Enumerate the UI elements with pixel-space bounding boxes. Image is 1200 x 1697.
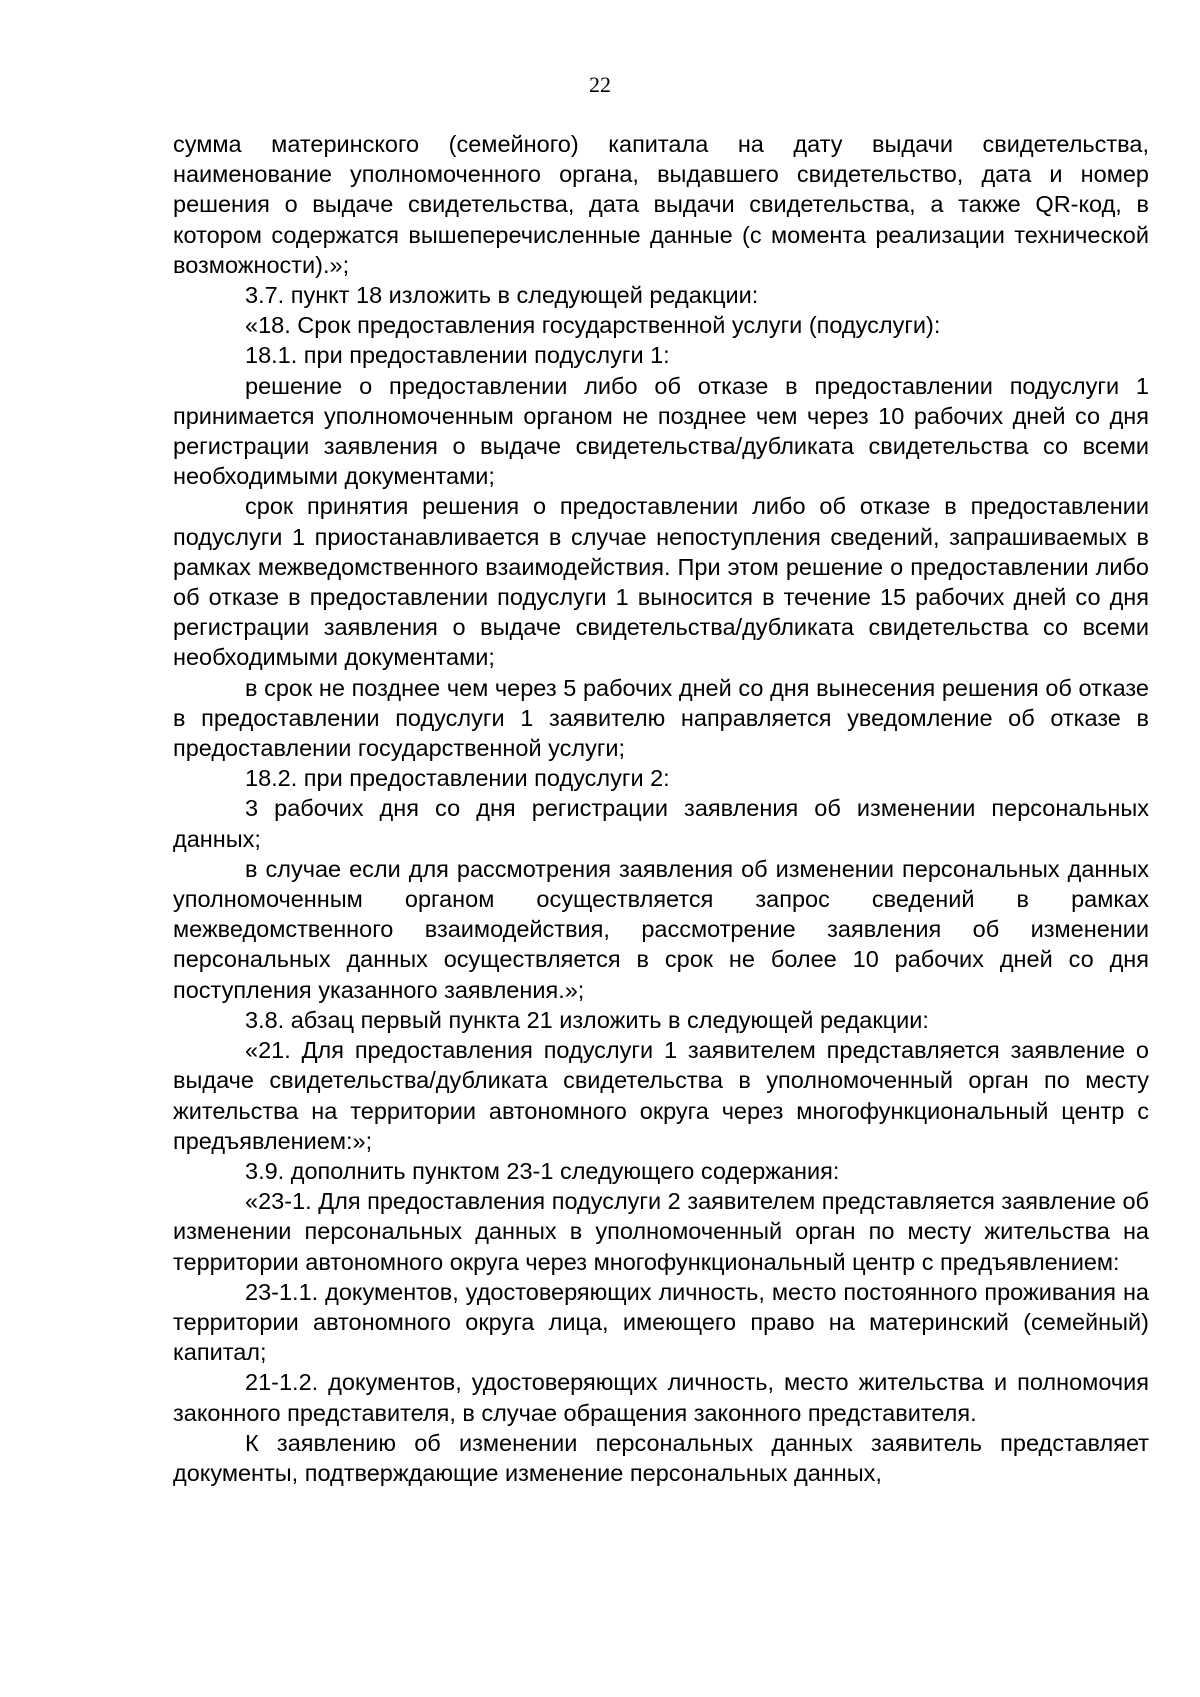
paragraph: «21. Для предоставления подуслуги 1 заявителем представляется заявление о выдаче свидетельства/дубликата свидетельства в уполномоченный орган по месту жительства на территории автономного округа через многофункциональный центр с предъявлением:»;	[173, 1037, 1149, 1154]
paragraph: 3 рабочих дня со дня регистрации заявления об изменении персональных данных;	[173, 795, 1149, 852]
paragraph: 23-1.1. документов, удостоверяющих личность, место постоянного проживания на территории автономного округа лица, имеющего право на материнский (семейный) капитал;	[173, 1278, 1149, 1366]
paragraph: решение о предоставлении либо об отказе в предоставлении подуслуги 1 принимается уполномоченным органом не позднее чем через 10 рабочих дней со дня регистрации заявления о выдаче свидетельства/дубликата свидетельства со всеми необходимыми документами;	[173, 372, 1149, 490]
paragraph: срок принятия решения о предоставлении либо об отказе в предоставлении подуслуги 1 приостанавливается в случае непоступления сведений, запрашиваемых в рамках межведомственного взаимодействия. При этом решение о предоставлении либо об отказе в предоставлении подуслуги 1 выносится в течение 15 рабочих дней со дня регистрации заявления о выдаче свидетельства/дубликата свидетельства со всеми необходимыми документами;	[173, 493, 1149, 671]
paragraph: в срок не позднее чем через 5 рабочих дней со дня вынесения решения об отказе в предоставлении подуслуги 1 заявителю направляется уведомление об отказе в предоставлении государственной услуги;	[173, 674, 1149, 762]
paragraph: 21-1.2. документов, удостоверяющих личность, место жительства и полномочия законного представителя, в случае обращения законного представителя.	[173, 1369, 1149, 1426]
paragraph: сумма материнского (семейного) капитала на дату выдачи свидетельства, наименование уполномоченного органа, выдавшего свидетельство, дата и номер решения о выдаче свидетельства, дата выдачи свидетельства, а также QR-код, в котором содержатся вышеперечисленные данные (с момента реализации технической возможности).»;	[173, 131, 1149, 278]
document-body	[173, 129, 1149, 1488]
paragraph: 3.7. пункт 18 изложить в следующей редакции:	[245, 282, 759, 309]
paragraph: 3.9. дополнить пунктом 23-1 следующего содержания:	[245, 1157, 840, 1184]
paragraph: 18.1. при предоставлении подуслуги 1:	[245, 342, 670, 369]
paragraph: «23-1. Для предоставления подуслуги 2 заявителем представляется заявление об изменении персональных данных в уполномоченный орган по месту жительства на территории автономного округа через многофункциональный центр с предъявлением:	[173, 1188, 1149, 1275]
paragraph: 3.8. абзац первый пункта 21 изложить в следующей редакции:	[245, 1006, 929, 1033]
page-number: 22	[589, 72, 611, 97]
paragraph: К заявлению об изменении персональных данных заявитель представляет документы, подтверждающие изменение персональных данных,	[173, 1429, 1149, 1486]
paragraph: 18.2. при предоставлении подуслуги 2:	[245, 765, 670, 792]
paragraph: «18. Срок предоставления государственной услуги (подуслуги):	[245, 312, 941, 339]
paragraph: в случае если для рассмотрения заявления об изменении персональных данных уполномоченным органом осуществляется запрос сведений в рамках межведомственного взаимодействия, рассмотрение заявления об изменении персональных данных осуществляется в срок не более 10 рабочих дней со дня поступления указанного заявления.»;	[173, 855, 1149, 1003]
